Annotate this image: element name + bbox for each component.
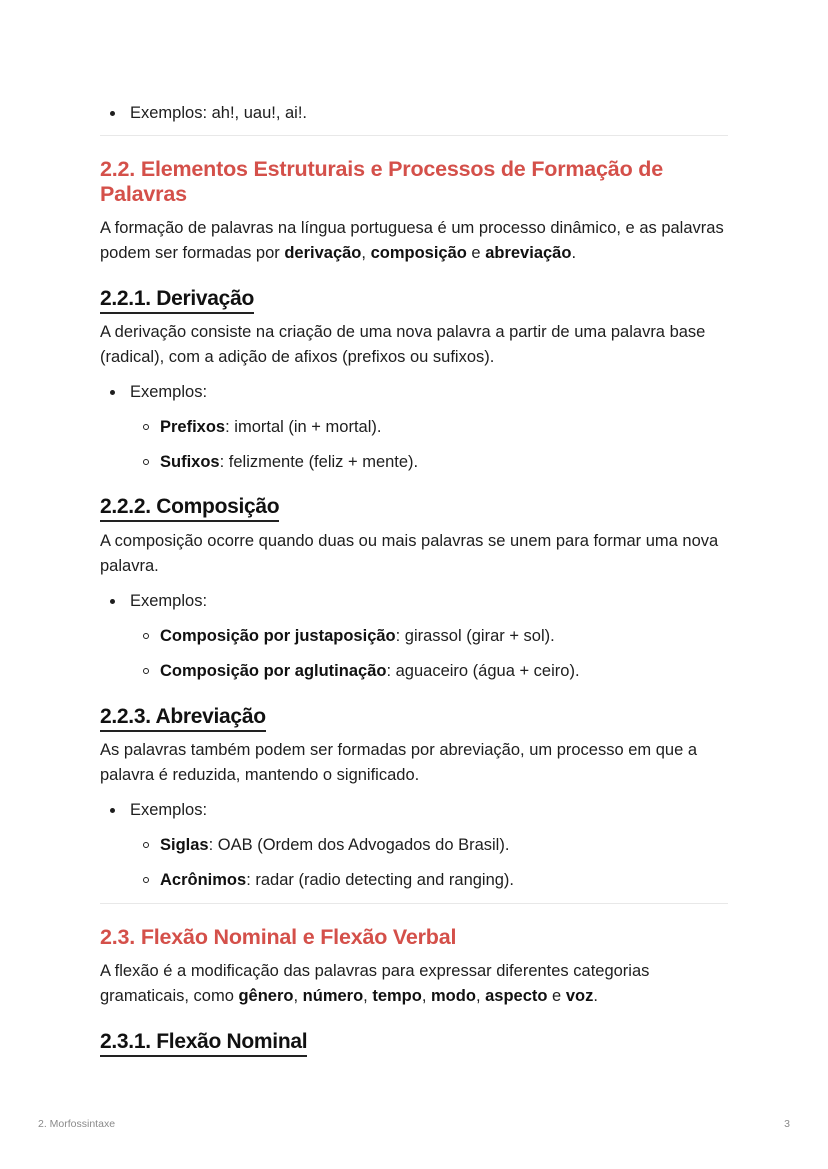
section-2-2-3-text: As palavras também podem ser formadas por abreviação, um processo em que a palavra é reduzida, mantendo o significado.	[100, 741, 698, 784]
separator: e	[466, 244, 486, 262]
separator: e	[547, 987, 566, 1005]
separator: ,	[361, 244, 371, 262]
example-term: Prefixos	[160, 418, 226, 436]
subsection-heading-wrap	[100, 286, 254, 314]
example-desc: : aguaceiro (água + ceiro).	[386, 662, 580, 680]
separator: ,	[293, 987, 303, 1005]
bullet-icon	[110, 808, 115, 813]
separator: ,	[363, 987, 373, 1005]
intro-text: A formação de palavras na língua portuguesa é um processo dinâmico, e as palavras podem ser formadas por	[100, 219, 724, 262]
bold-term: modo	[431, 987, 476, 1005]
list-item-text: Exemplos: ah!, uau!, ai!.	[130, 104, 308, 122]
bold-term: tempo	[372, 987, 422, 1005]
bold-term: gênero	[238, 987, 294, 1005]
subsection-heading-2-2-3: 2.2.3. Abreviação	[100, 704, 266, 732]
example-desc: : OAB (Ordem dos Advogados do Brasil).	[208, 836, 510, 854]
bold-term: derivação	[284, 244, 362, 262]
bold-term: voz	[565, 987, 594, 1005]
separator: .	[593, 987, 598, 1005]
bold-term: número	[302, 987, 364, 1005]
subsection-heading-2-3-1: 2.3.1. Flexão Nominal	[100, 1029, 307, 1057]
bold-term: aspecto	[485, 987, 548, 1005]
list-item-text: Exemplos:	[130, 592, 208, 610]
example-term: Composição por aglutinação	[160, 662, 387, 680]
horizontal-rule	[100, 135, 728, 136]
section-2-2-2-text: A composição ocorre quando duas ou mais palavras se unem para formar uma nova palavra.	[100, 532, 719, 575]
section-heading-2-3: 2.3. Flexão Nominal e Flexão Verbal	[100, 925, 457, 949]
separator: ,	[421, 987, 432, 1005]
footer-chapter-label: 2. Morfossintaxe	[38, 1118, 116, 1130]
section-2-3-intro	[100, 959, 728, 1009]
example-desc: : radar (radio detecting and ranging).	[246, 871, 515, 889]
subsection-heading-wrap	[100, 494, 279, 522]
circle-bullet-icon	[143, 668, 149, 674]
circle-bullet-icon	[143, 877, 149, 883]
example-desc: : imortal (in + mortal).	[225, 418, 382, 436]
separator: ,	[475, 987, 486, 1005]
section-2-2-1-text: A derivação consiste na criação de uma nova palavra a partir de uma palavra base (radical), com a adição de afixos (prefixos ou sufixos).	[100, 323, 706, 366]
example-term: Siglas	[160, 836, 209, 854]
example-desc: : girassol (girar + sol).	[395, 627, 555, 645]
subsection-heading-wrap	[100, 1029, 307, 1057]
subsection-heading-wrap	[100, 704, 266, 732]
section-2-2-intro	[100, 216, 728, 266]
list-item-text: Exemplos:	[130, 383, 208, 401]
example-term: Acrônimos	[160, 871, 247, 889]
example-desc: : felizmente (feliz + mente).	[219, 453, 419, 471]
circle-bullet-icon	[143, 633, 149, 639]
list-item-text: Exemplos:	[130, 801, 208, 819]
bold-term: abreviação	[485, 244, 572, 262]
circle-bullet-icon	[143, 842, 149, 848]
horizontal-rule	[100, 903, 728, 904]
intro-text: A flexão é a modificação das palavras para expressar diferentes categorias gramaticais, como	[100, 962, 650, 1005]
separator: .	[571, 244, 577, 262]
bullet-icon	[110, 599, 115, 604]
bullet-icon	[110, 390, 115, 395]
subsection-heading-2-2-2: 2.2.2. Composição	[100, 494, 279, 522]
example-term: Sufixos	[160, 453, 220, 471]
example-term: Composição por justaposição	[160, 627, 396, 645]
footer-page-number: 3	[784, 1118, 790, 1130]
circle-bullet-icon	[143, 424, 149, 430]
bold-term: composição	[370, 244, 467, 262]
circle-bullet-icon	[143, 459, 149, 465]
bullet-icon	[110, 111, 115, 116]
section-heading-2-2: 2.2. Elementos Estruturais e Processos de Formação de Palavras	[100, 157, 663, 206]
subsection-heading-2-2-1: 2.2.1. Derivação	[100, 286, 254, 314]
